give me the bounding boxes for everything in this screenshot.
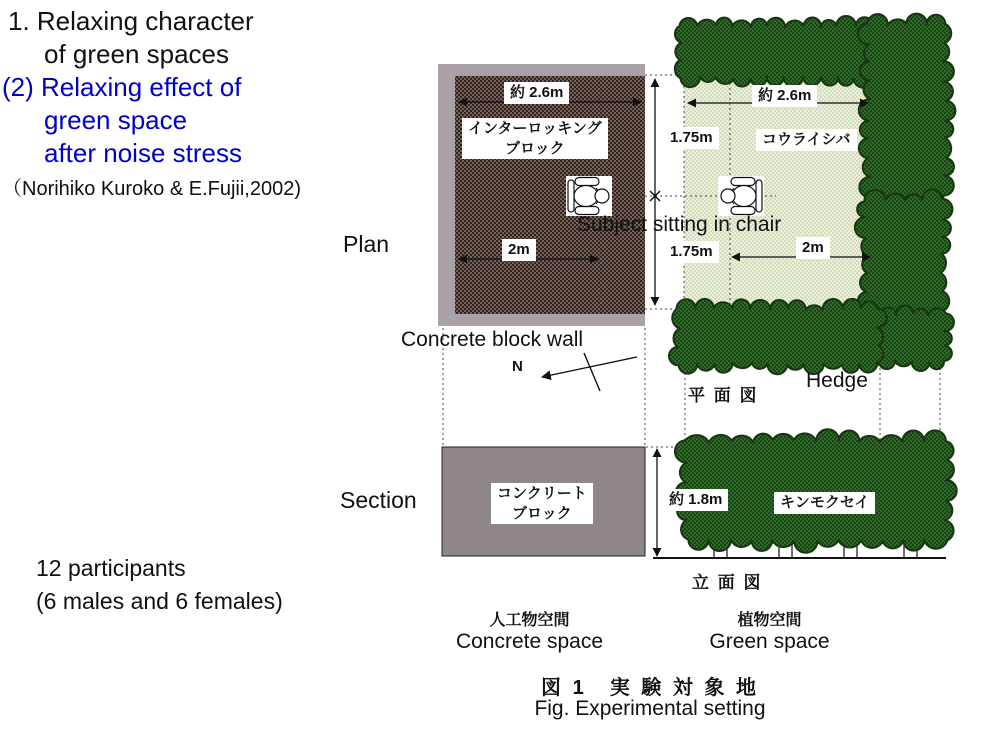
lawn-label: コウライシバ bbox=[756, 129, 857, 151]
subtitle-line2: green space bbox=[44, 105, 188, 135]
lawn-area bbox=[684, 76, 877, 312]
subject-caption: Subject sitting in chair bbox=[577, 213, 782, 236]
north-arrow bbox=[542, 353, 637, 391]
participants-line1: 12 participants bbox=[36, 555, 186, 581]
title-line2: of green spaces bbox=[44, 39, 230, 69]
concrete-block-label bbox=[491, 483, 593, 524]
subtitle-line1: (2) Relaxing effect of bbox=[2, 72, 242, 102]
concrete-chair-dim-label: 2m bbox=[502, 239, 536, 261]
wall-caption: Concrete block wall bbox=[401, 328, 584, 351]
concrete-width-dim-label: 約 2.6m bbox=[504, 82, 569, 104]
concrete-space-caption bbox=[437, 612, 622, 655]
plan-view-jp-caption: 平 面 図 bbox=[688, 386, 759, 405]
section-view-jp-caption: 立 面 図 bbox=[692, 573, 763, 592]
interlocking-block-label bbox=[462, 118, 608, 159]
upper-dim-label: 1.75m bbox=[664, 127, 719, 149]
interlocking-block-label-line2: ブロック bbox=[504, 139, 565, 157]
subtitle-line3: after noise stress bbox=[44, 138, 242, 168]
concrete-space-en: Concrete space bbox=[455, 630, 604, 654]
figure-caption-en: Fig. Experimental setting bbox=[534, 697, 766, 720]
title-line1: 1. Relaxing character bbox=[8, 6, 254, 36]
lower-dim-label: 1.75m bbox=[664, 241, 719, 263]
compass-n-label: N bbox=[512, 358, 523, 375]
concrete-block-label-line1: コンクリート bbox=[497, 485, 587, 502]
subject-in-concrete-space bbox=[566, 176, 612, 216]
section-label: Section bbox=[340, 487, 417, 513]
participants-line2: (6 males and 6 females) bbox=[36, 588, 283, 614]
interlocking-block-area bbox=[455, 76, 645, 314]
figure-caption-jp: 図 1 実 験 対 象 地 bbox=[541, 677, 759, 699]
concrete-block-label-line2: ブロック bbox=[512, 504, 572, 522]
green-space-caption bbox=[677, 612, 862, 655]
section-hedge-label: キンモクセイ bbox=[774, 492, 875, 514]
hedge-caption: Hedge bbox=[806, 369, 868, 392]
subject-in-green-space bbox=[718, 176, 764, 216]
green-space-en: Green space bbox=[709, 630, 830, 654]
interlocking-block-label-line1: インターロッキング bbox=[468, 120, 602, 137]
height-dim-label: 約 1.8m bbox=[663, 489, 728, 511]
green-chair-dim-label: 2m bbox=[796, 237, 830, 259]
green-width-dim-label: 約 2.6m bbox=[752, 85, 817, 107]
concrete-space-jp: 人工物空間 bbox=[489, 612, 570, 629]
plan-label: Plan bbox=[343, 231, 390, 257]
green-space-jp: 植物空間 bbox=[737, 612, 802, 629]
citation: （Norihiko Kuroko & E.Fujii,2002) bbox=[2, 178, 302, 200]
